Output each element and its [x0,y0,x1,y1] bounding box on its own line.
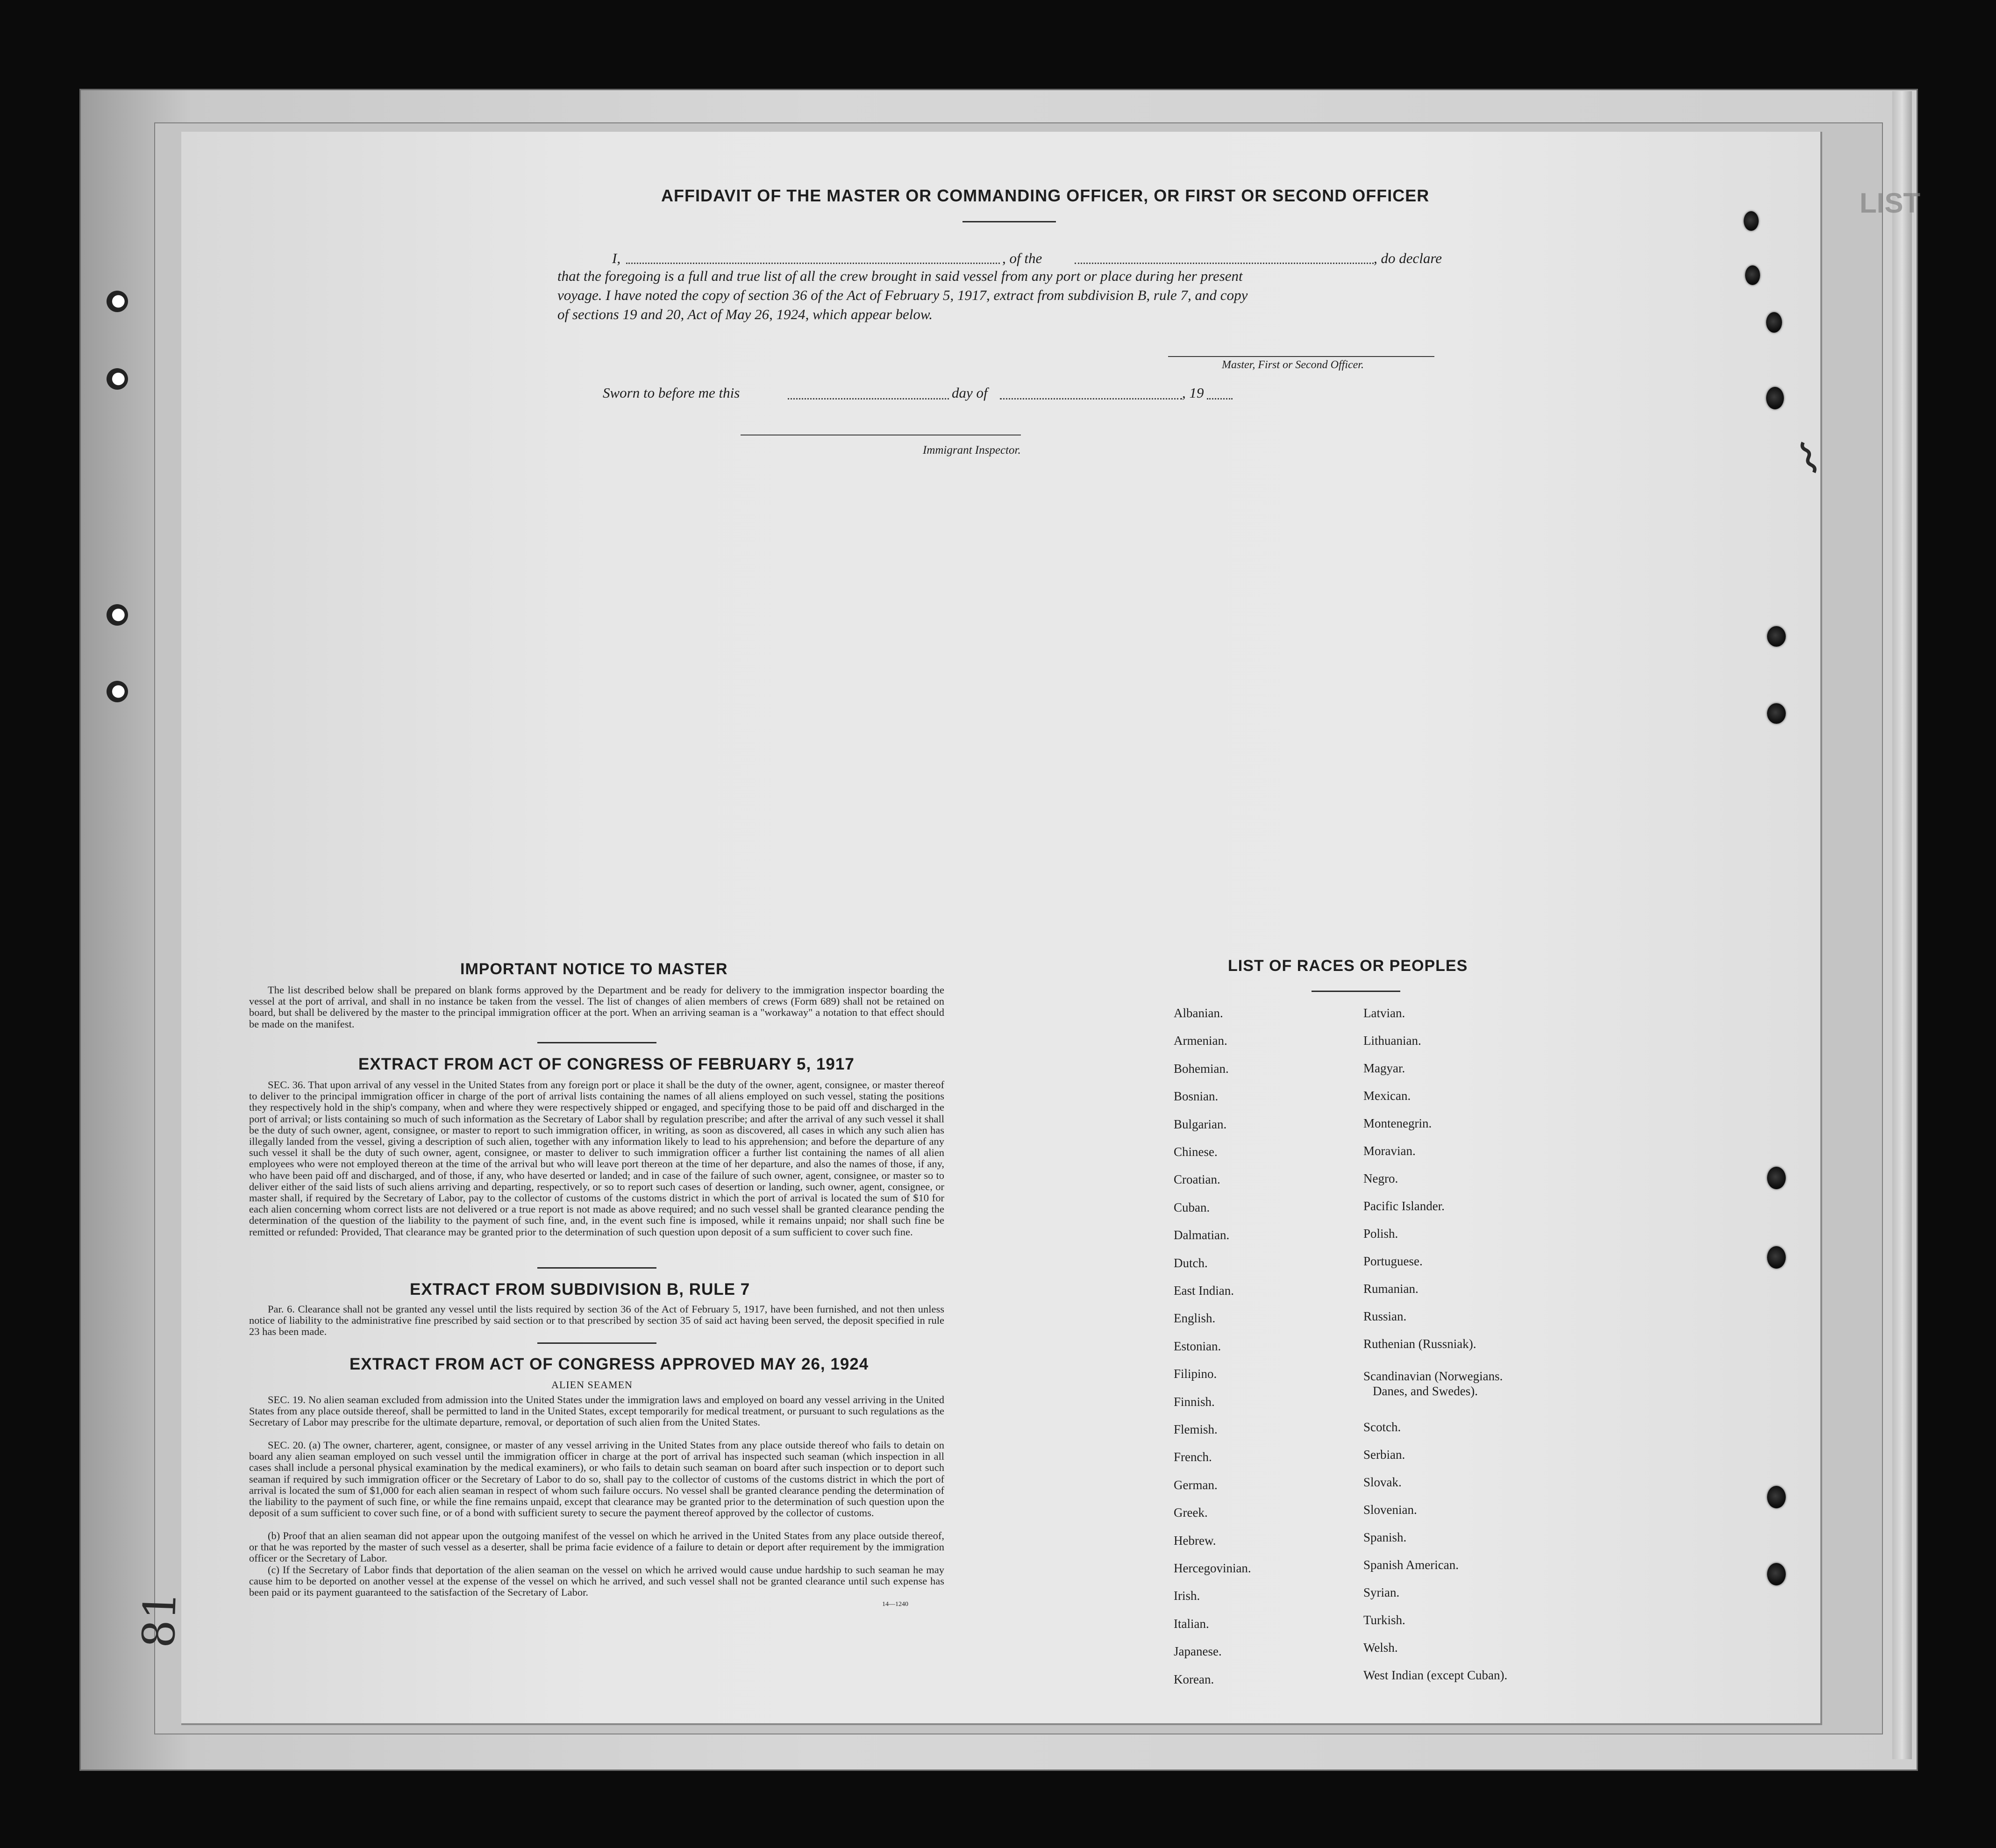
ghost-text: LIST [1860,187,1920,219]
race-item: Welsh. [1363,1641,1398,1655]
race-item: Spanish. [1363,1530,1407,1544]
punch-hole [1767,1246,1786,1269]
punch-hole [1767,703,1786,724]
race-item: Russian. [1363,1309,1407,1323]
punch-hole [1767,1486,1786,1508]
race-item: Greek. [1174,1506,1208,1520]
race-item: Portuguese. [1363,1254,1423,1268]
form-number: 14—1240 [882,1601,908,1608]
month-blank [1000,398,1182,400]
punch-hole [1767,1167,1786,1189]
sheet-edge [1892,91,1912,1759]
race-item: Rumanian. [1363,1282,1419,1296]
punch-hole [1767,1563,1786,1585]
sec19-text: SEC. 19. No alien seaman excluded from admission into the United States under the immigration laws and employed on board any vessel arriving in the United States from any place outside thereof, shall be permitted to land in the United States, except temporarily for medical treatment, or pursuant to such regulations as the Secretary of Labor may prescribe for the ultimate departure, removal, or deportation of such alien from the United States. [249,1394,944,1428]
master-caption: Master, First or Second Officer. [1222,359,1364,371]
race-item: Lithuanian. [1363,1034,1421,1048]
inspector-caption: Immigrant Inspector. [923,444,1021,457]
divider [1312,991,1400,992]
race-item: Magyar. [1363,1061,1405,1075]
divider [537,1267,656,1269]
race-item: West Indian (except Cuban). [1363,1668,1508,1682]
race-item: Hercegovinian. [1174,1561,1251,1575]
race-item: Hebrew. [1174,1533,1216,1548]
race-item: Montenegrin. [1363,1116,1432,1130]
punch-hole [107,681,128,702]
punch-hole [1744,211,1759,231]
race-item: Chinese. [1174,1145,1218,1159]
sworn-end: , 19 [1182,385,1204,401]
divider [962,221,1056,222]
notice-text: The list described below shall be prepared on blank forms approved by the Department and be ready for delivery to the immigration inspector boarding the vessel at the port of arrival, and shall in no instance be taken from the vessel. The list of changes of alien members of crews (Form 689) shall not be retained on board, but shall be delivered by the master to the principal immigration officer at the port. When an arriving seaman is a "workaway" a notation to that effect should be made on the manifest. [249,984,944,1030]
name-blank [626,263,1000,264]
handwritten-annotation: 81 [133,1591,187,1649]
affidavit-line1-end: , do declare [1374,250,1442,266]
race-item: Filipino. [1174,1367,1217,1381]
year-blank [1207,398,1233,400]
race-item: German. [1174,1477,1218,1492]
punch-hole [1767,626,1786,647]
race-item: Estonian. [1174,1339,1221,1353]
punch-hole [107,291,128,312]
notice-title: IMPORTANT NOTICE TO MASTER [460,960,728,978]
alien-seamen-subtitle: ALIEN SEAMEN [551,1379,633,1391]
race-item: French. [1174,1450,1212,1464]
race-item: Turkish. [1363,1613,1405,1627]
race-item: Flemish. [1174,1422,1218,1436]
extract-1924-title: EXTRACT FROM ACT OF CONGRESS APPROVED MAY 26, 1924 [349,1355,869,1373]
race-item: Bulgarian. [1174,1117,1227,1131]
race-item: Scandinavian (Norwegians. [1363,1369,1503,1383]
sworn-start: Sworn to before me this [603,385,740,401]
punch-hole [107,368,128,390]
race-item: Scotch. [1363,1420,1401,1434]
race-item: Cuban. [1174,1200,1210,1214]
extract-1917-text: SEC. 36. That upon arrival of any vessel in the United States from any foreign port or place it shall be the duty of the owner, agent, consignee, or master thereof to deliver to the principal immigration officer in charge of the port of arrival lists containing the names of all aliens employed on such vessel, stating the positions they respectively hold in the ship's company, when and where they were respectively shipped or engaged, and specifying those to be paid off and discharged in the port of arrival; or lists containing so much of such information as the Secretary of Labor shall by regulation prescribe; and after the arrival of any such vessel it shall be the duty of such owner, agent, consignee, or master to report to such immigration officer, in writing, as soon as discovered, all cases in which any such alien has illegally landed from the vessel, giving a description of such alien, together with any information likely to lead to his apprehension; and before the departure of any such vessel it shall be the duty of such owner, agent, consignee, or master to deliver to such immigration officer a further list containing the names of all alien employees who were not employed thereon at the time of the arrival but who will leave port thereon at the time of her departure, and also the names of those, if any, who have been paid off and discharged, and of those, if any, who have deserted or landed; and in case of the failure of such owner, agent, consignee, or master so to deliver either of the said lists of such aliens arriving and departing, respectively, or so to report such cases of desertion or landing, such owner, agent, consignee, or master shall, if required by the Secretary of Labor, pay to the collector of customs of the customs district in which the port of arrival is located the sum of $10 for each alien concerning whom correct lists are not delivered or a true report is not made as above required; and no such vessel shall be granted clearance pending the determination of the question of the liability to the payment of such fine, and, in the event such fine is imposed, while it remains unpaid; nor shall such fine be remitted or refunded: Provided, That clearance may be granted prior to the determination of such question upon deposit of a sum sufficient to cover such fine. [249,1079,944,1238]
race-item: Syrian. [1363,1585,1400,1599]
punch-hole [1766,312,1782,333]
race-item: English. [1174,1311,1216,1326]
race-item: Irish. [1174,1589,1200,1603]
race-item: Ruthenian (Russniak). [1363,1337,1476,1351]
race-item: Slovak. [1363,1475,1402,1489]
sec20c-text: (c) If the Secretary of Labor finds that deportation of the alien seaman on the vessel on which he arrived would cause undue hardship to such seaman he may cause him to be deported on another vessel at the expense of the vessel on which he arrived, and such vessel shall not be granted clearance until such expense has been paid or its payment guaranteed to the satisfaction of the Secretary of Labor. [249,1564,944,1598]
punch-hole [1745,265,1760,285]
sworn-mid: day of [952,385,988,401]
punch-hole [1766,387,1784,409]
sec20b-text: (b) Proof that an alien seaman did not appear upon the outgoing manifest of the vessel on which he arrived in the United States from any place outside thereof, or that he was reported by the master of such vessel as a deserter, shall be prima facie evidence of a failure to detain or deport after requirement by the immigration officer or the Secretary of Labor. [249,1530,944,1564]
pencil-mark: ⌇ [1791,432,1827,486]
sec20a-text: SEC. 20. (a) The owner, charterer, agent, consignee, or master of any vessel arriving in the United States from any place outside thereof who fails to detain on board any alien seaman employed on such vessel until the immigration officer in charge at the port of arrival has inspected such seaman (which inspection in all cases shall include a personal physical examination by the medical examiners), or who fails to detain such seaman on board after such inspection or to deport such seaman if required by such immigration officer or the Secretary of Labor to do so, shall pay to the collector of customs of the customs district in which the port of arrival is located the sum of $1,000 for each alien seaman in respect of whom such failure occurs. No vessel shall be granted clearance pending the determination of the liability to the payment of such fine, or while the fine remains unpaid, except that clearance may be granted prior to the determination of such question upon the deposit of a sum sufficient to cover such fine, or of a bond with sufficient surety to secure the payment thereof approved by the collector of customs. [249,1439,944,1519]
day-blank [788,398,949,400]
races-title: LIST OF RACES OR PEOPLES [1228,957,1468,975]
race-item: Bohemian. [1174,1061,1229,1076]
affidavit-line1-start: I, [612,250,621,266]
divider [537,1042,656,1043]
race-item: Albanian. [1174,1006,1223,1020]
race-item: Serbian. [1363,1448,1405,1462]
master-signature-line[interactable] [1168,356,1434,357]
race-item: Dutch. [1174,1256,1208,1270]
affidavit-line3: voyage. I have noted the copy of section 36 of the Act of February 5, 1917, extract from subdivision B, rule 7, and copy [557,287,1248,303]
race-item: Italian. [1174,1616,1209,1631]
race-item: Mexican. [1363,1089,1411,1103]
race-item: Croatian. [1174,1172,1220,1187]
extract-rule7-text: Par. 6. Clearance shall not be granted any vessel until the lists required by section 36 of the Act of February 5, 1917, have been furnished, and not then unless notice of liability to the administrative fine prescribed by said section or to that prescribed by section 35 of said act having been served, the deposit specified in rule 23 has been made. [249,1303,944,1338]
affidavit-line1-mid: , of the [1002,250,1042,266]
race-item: Slovenian. [1363,1503,1417,1517]
extract-rule7-title: EXTRACT FROM SUBDIVISION B, RULE 7 [410,1280,750,1299]
race-item: Moravian. [1363,1144,1416,1158]
race-item: Finnish. [1174,1394,1215,1409]
race-item: Japanese. [1174,1644,1222,1659]
affidavit-line2: that the foregoing is a full and true list of all the crew brought in said vessel from any port or place during her present [557,268,1243,284]
race-item: Pacific Islander. [1363,1199,1445,1213]
affidavit-title: AFFIDAVIT OF THE MASTER OR COMMANDING OFFICER, OR FIRST OR SECOND OFFICER [661,186,1430,205]
race-item: East Indian. [1174,1284,1234,1298]
race-item: Negro. [1363,1171,1398,1185]
race-item: Armenian. [1174,1034,1227,1048]
punch-hole [107,604,128,626]
divider [537,1342,656,1344]
race-item: Dalmatian. [1174,1228,1230,1242]
race-item: Latvian. [1363,1006,1405,1020]
affidavit-line4: of sections 19 and 20, Act of May 26, 1924, which appear below. [557,306,933,322]
race-item: Spanish American. [1363,1558,1459,1572]
race-item: Korean. [1174,1672,1214,1686]
vessel-blank [1075,263,1374,264]
race-item: Polish. [1363,1227,1398,1241]
race-item: Bosnian. [1174,1089,1219,1104]
extract-1917-title: EXTRACT FROM ACT OF CONGRESS OF FEBRUARY 5, 1917 [358,1055,855,1073]
race-item: Danes, and Swedes). [1373,1384,1478,1398]
